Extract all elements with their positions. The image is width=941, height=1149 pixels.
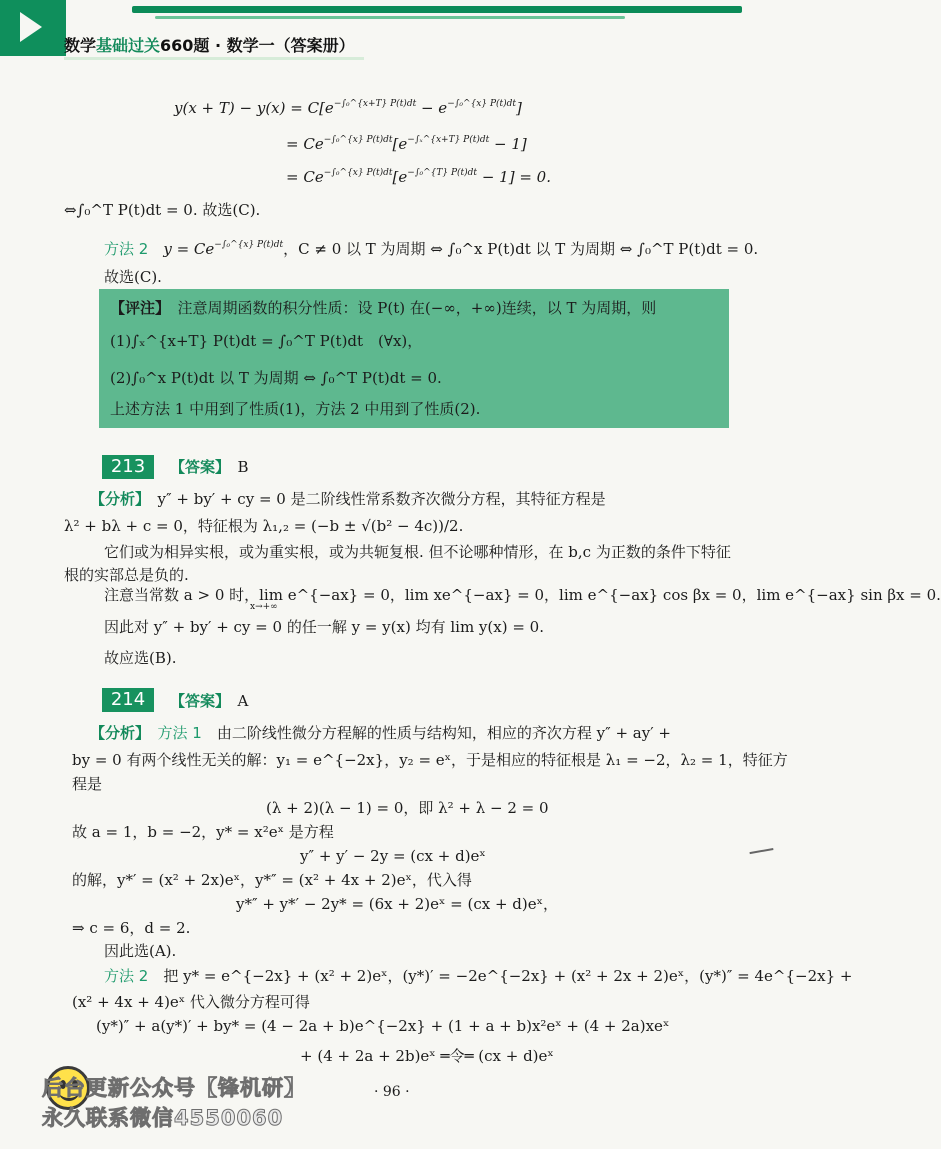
q214-analysis-1: 【分析】 方法 1 由二阶线性微分方程解的性质与结构知，相应的齐次方程 y″ + ay′ + [90,724,671,742]
header-rule-thin [155,16,625,19]
q214-char-eq: (λ + 2)(λ − 1) = 0，即 λ² + λ − 2 = 0 [266,799,549,817]
note-line-2: (1)∫ₓ^{x+T} P(t)dt = ∫₀^T P(t)dt (∀x)， [110,332,423,350]
book-title: 数学基础过关660题 · 数学一（答案册） [64,36,355,55]
q213-analysis-4: 根的实部总是负的. [64,566,189,584]
conclusion-line: ⇔∫₀^T P(t)dt = 0. 故选(C). [64,201,261,219]
q213-analysis-3: 它们或为相异实根，或为重实根，或为共轭复根. 但不论哪种情形，在 b,c 为正数的条件下特征 [104,543,731,561]
equation-line-3: = $Ce^{-\int_0\^{}\{x\} P(t)dt}[e^{-\int_0\^{}\{T\} P(t)dt} - 1] = 0$. [286,168,551,186]
question-number-214: 214 [102,688,154,712]
corner-arrow-icon [0,0,66,56]
q213-analysis-6: 因此对 y″ + by′ + cy = 0 的任一解 y = y(x) 均有 lim y(x) = 0. [104,618,544,636]
watermark-line-1: 后台更新公众号【锋机研】 [42,1076,306,1100]
note-line-1: 【评注】 注意周期函数的积分性质：设 P(t) 在(−∞，+∞)连续，以 T 为周期，则 [110,299,657,317]
q213-analysis-5: 注意当常数 a > 0 时，lim e^{−ax} = 0，lim xe^{−ax} = 0，lim e^{−ax} cos βx = 0，lim e^{−ax} sin βx = 0. [104,586,941,604]
pen-mark [749,848,774,860]
page-number: · 96 · [374,1084,410,1100]
q214-analysis-2: by = 0 有两个线性无关的解：y₁ = e^{−2x}，y₂ = eˣ，于是相应的特征根是 λ₁ = −2，λ₂ = 1，特征方 [72,751,788,769]
q214-answer: 【答案】 A [170,692,249,710]
equation-line-1: $y(x + T) - y(x) = C[e^{-\int_0\^{}\{x+T\} P(t)dt} - e^{-\int_0\^{}\{x\} P(t)dt}]$ [174,99,522,117]
q214-analysis-5: 故 a = 1，b = −2，y* = x²eˣ 是方程 [72,823,334,841]
question-number-213: 213 [102,455,154,479]
page-header [0,0,800,66]
q214-choice: 因此选(A). [104,942,177,960]
q214-substitution: y*″ + y*′ − 2y* = (6x + 2)eˣ = (cx + d)eˣ， [236,895,558,913]
q213-limit-subscript: x→+∞ [250,602,278,612]
title-underline [64,57,364,60]
q213-analysis-1: 【分析】 y″ + by′ + cy = 0 是二阶线性常系数齐次微分方程，其特征方程是 [90,490,606,508]
q213-answer: 【答案】 B [170,458,249,476]
q214-analysis-7: 的解，y*′ = (x² + 2x)eˣ，y*″ = (x² + 4x + 2)eˣ，代入得 [72,871,472,889]
method2-line: 方法 2 $y = Ce^{-\int_0\^{}\{x\} P(t)dt}$，C ≠ 0 以 T 为周期 ⇔ ∫₀^x P(t)dt 以 T 为周期 ⇔ ∫₀^T P(t)dt = 0. [104,240,759,258]
note-line-4: 上述方法 1 中用到了性质(1)，方法 2 中用到了性质(2). [110,400,481,418]
q214-method2-3: (y*)″ + a(y*)′ + by* = (4 − 2a + b)e^{−2x} + (1 + a + b)x²eˣ + (4 + 2a)xeˣ [96,1017,670,1035]
q214-method2-1: 方法 2 把 y* = e^{−2x} + (x² + 2)eˣ，(y*)′ = −2e^{−2x} + (x² + 2x + 2)eˣ，(y*)″ = 4e^{−2x} + [104,967,853,985]
q214-ode: y″ + y′ − 2y = (cx + d)eˣ [300,847,486,865]
q214-method2-4: + (4 + 2a + 2b)eˣ ═令═ (cx + d)eˣ [300,1047,554,1065]
q214-result: ⇒ c = 6，d = 2. [72,919,191,937]
q213-analysis-2: λ² + bλ + c = 0，特征根为 λ₁,₂ = (−b ± √(b² − 4c))/2. [64,517,464,535]
equation-line-2: = $Ce^{-\int_0\^{}\{x\} P(t)dt}[e^{-\int_x\^{}\{x+T\} P(t)dt} - 1]$ [286,135,527,153]
header-rule [132,6,742,13]
q214-method2-2: (x² + 4x + 4)eˣ 代入微分方程可得 [72,993,310,1011]
note-box [99,289,729,428]
watermark-line-2: 永久联系微信4550060 [42,1106,284,1130]
q213-analysis-7: 故应选(B). [104,649,177,667]
note-line-3: (2)∫₀^x P(t)dt 以 T 为周期 ⇔ ∫₀^T P(t)dt = 0. [110,369,442,387]
method2-conclusion: 故选(C). [104,268,162,286]
q214-analysis-3: 程是 [72,775,103,793]
